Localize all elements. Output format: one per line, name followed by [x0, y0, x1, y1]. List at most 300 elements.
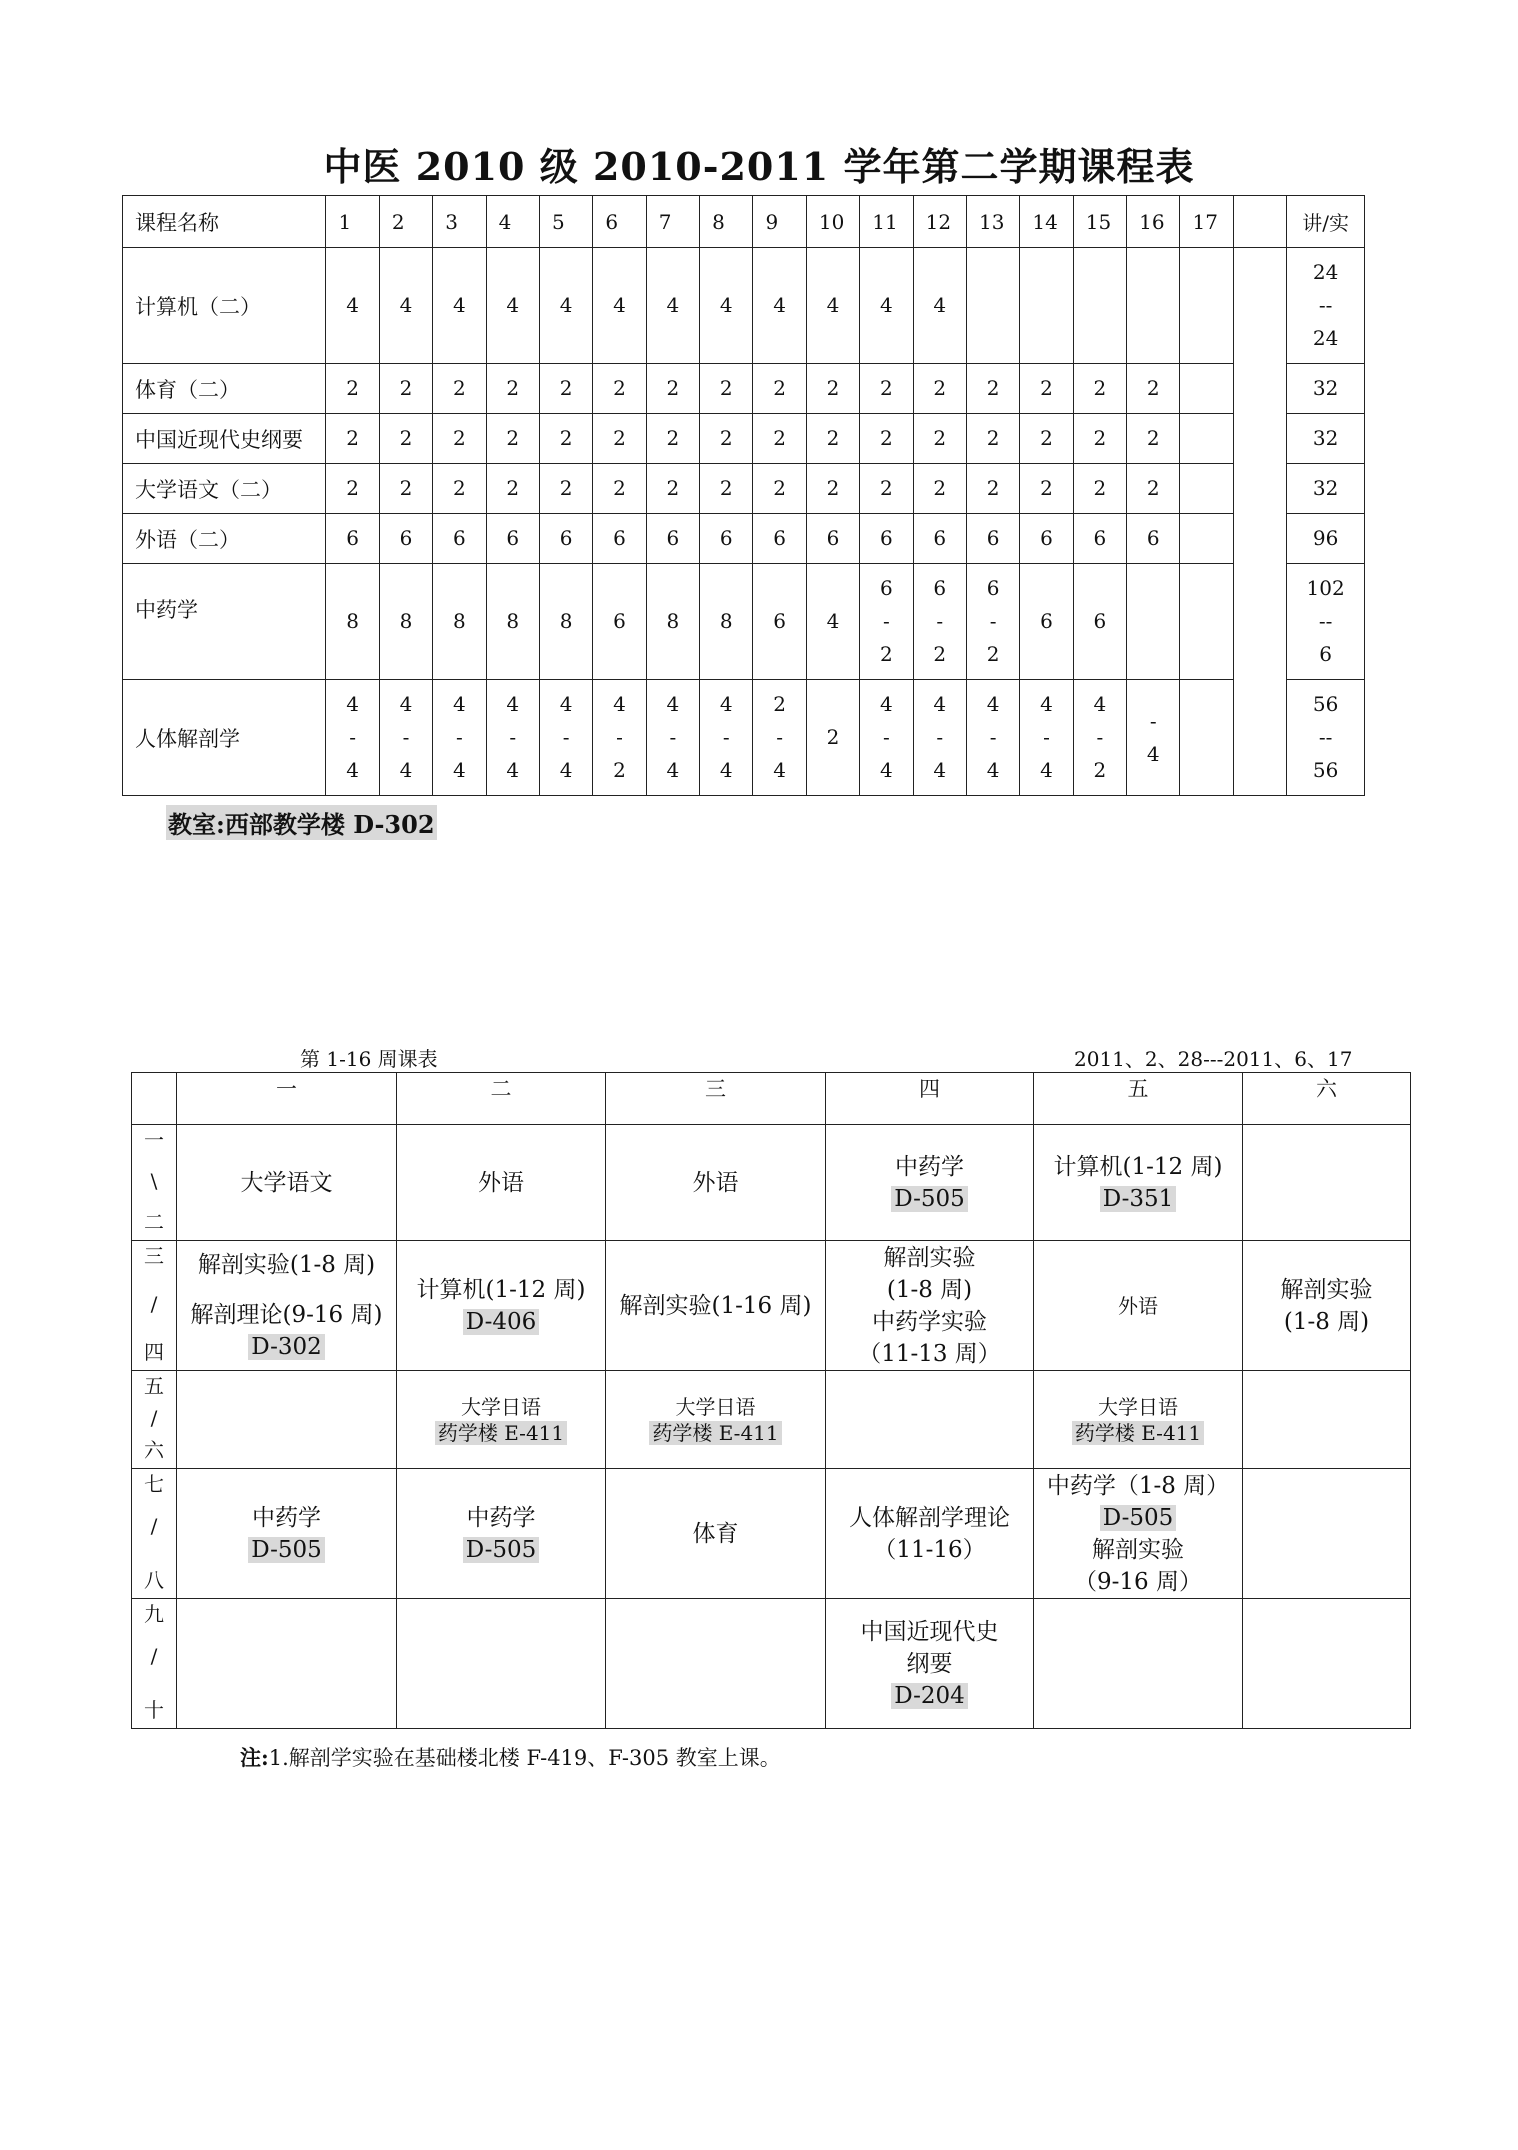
class-name: 大学日语	[1098, 1394, 1178, 1419]
week-hours-value-line: -	[669, 725, 677, 749]
class-name: 中药学（1-8 周）	[1046, 1472, 1230, 1499]
day-header-4: 四	[826, 1073, 1034, 1125]
week-hours-value	[914, 522, 966, 555]
header-week-4: 4	[486, 196, 539, 248]
week-hours	[913, 514, 966, 564]
extra-column	[1233, 248, 1286, 796]
header-week-9: 9	[753, 196, 806, 248]
class-cell	[826, 1599, 1034, 1729]
week-hours-value-line: 2	[719, 426, 733, 450]
week-hours	[966, 514, 1019, 564]
week-hours-value-line: 2	[880, 642, 893, 666]
period-label	[132, 1469, 177, 1599]
week-hours	[913, 364, 966, 414]
footnote-label: 注:	[240, 1745, 269, 1770]
course-total-value-line: --	[1318, 725, 1333, 749]
week-hours	[379, 514, 432, 564]
class-room-text: D-505	[463, 1537, 540, 1563]
week-hours-value-line: -	[883, 609, 890, 633]
header-week-5: 5	[539, 196, 592, 248]
period-label-char: 十	[144, 1698, 164, 1722]
week-hours	[1020, 414, 1073, 464]
class-name: 解剖理论(9-16 周)	[190, 1301, 383, 1328]
class-room-text: D-406	[463, 1309, 540, 1335]
week-hours-value	[860, 422, 912, 455]
course-total	[1287, 680, 1365, 796]
week-hours-value-line: 6	[346, 526, 360, 550]
header-week-10: 10	[806, 196, 859, 248]
course-total-value-line: 102	[1306, 576, 1345, 600]
class-name: 解剖实验(1-16 周)	[619, 1292, 812, 1319]
course-total-value-line: 6	[1319, 642, 1332, 666]
week-hours-value	[433, 372, 485, 405]
week-hours-value-line: 2	[1093, 476, 1107, 500]
class-cell	[1034, 1469, 1243, 1599]
week-hours-value	[1074, 522, 1126, 555]
week-hours-value-line: 2	[719, 476, 733, 500]
week-hours-value-line: 2	[1146, 426, 1160, 450]
week-hours-value	[326, 472, 378, 505]
week-hours-value-line: 4	[933, 293, 947, 317]
week-hours	[860, 464, 913, 514]
classroom-label: 教室:西部教学楼 D-302	[166, 805, 437, 840]
week-hours	[966, 248, 1019, 364]
week-hours-value-line: 2	[613, 376, 626, 400]
header-week-7: 7	[646, 196, 699, 248]
week-hours	[1020, 680, 1073, 796]
week-hours-value	[380, 372, 432, 405]
day-header-row	[132, 1073, 1411, 1125]
week-hours-value	[807, 605, 859, 638]
week-hours	[433, 248, 486, 364]
period-row	[132, 1241, 1411, 1371]
week-hours-value	[967, 522, 1019, 555]
week-hours-value-line: 2	[986, 426, 1000, 450]
course-total-value	[1287, 472, 1364, 505]
week-hours	[486, 248, 539, 364]
week-hours-value	[753, 422, 805, 455]
week-hours-value	[860, 572, 912, 671]
week-hours-value-line: 6	[880, 526, 893, 550]
week-hours	[860, 364, 913, 414]
week-hours-value	[860, 472, 912, 505]
course-row	[123, 514, 1365, 564]
week-hours	[1020, 514, 1073, 564]
week-hours	[700, 364, 753, 414]
class-room	[435, 1420, 567, 1446]
week-hours-value-line: 4	[880, 758, 893, 782]
week-hours-value-line: 2	[986, 376, 1000, 400]
week-hours-value	[807, 522, 859, 555]
class-name: 外语	[692, 1169, 739, 1196]
week-hours	[860, 248, 913, 364]
class-cell	[397, 1599, 606, 1729]
week-hours	[1020, 564, 1073, 680]
week-hours-value-line: 4	[613, 293, 626, 317]
week-hours-value	[1074, 688, 1126, 787]
week-hours-value-line: 6	[1093, 609, 1107, 633]
week-hours-value-line: 6	[1146, 526, 1160, 550]
week-hours-value	[700, 522, 752, 555]
class-room-text: D-505	[248, 1537, 325, 1563]
week-hours	[1020, 248, 1073, 364]
week-hours-value-line: 4	[1146, 741, 1160, 766]
week-hours-value	[326, 289, 378, 322]
week-hours	[966, 680, 1019, 796]
week-hours-value-line: 8	[453, 609, 466, 633]
week-hours-value	[914, 422, 966, 455]
course-row	[123, 364, 1365, 414]
week-hours-value	[1127, 422, 1179, 455]
week-hours-value-line: 6	[986, 576, 1000, 600]
week-hours	[486, 414, 539, 464]
week-hours-value	[647, 605, 699, 638]
class-cell-content	[397, 1502, 605, 1566]
week-hours	[433, 514, 486, 564]
week-hours	[806, 248, 859, 364]
week-hours-value-line: 2	[933, 642, 947, 666]
week-hours	[966, 364, 1019, 414]
week-hours-value-line: 6	[1040, 609, 1053, 633]
period-label-char: /	[150, 1406, 158, 1430]
class-cell-content	[826, 1616, 1033, 1712]
week-hours-value-line: 2	[773, 476, 787, 500]
week-hours-value-line: 2	[559, 476, 573, 500]
week-hours-value	[1127, 705, 1179, 771]
week-hours-value	[487, 472, 539, 505]
week-hours-value-line: -	[1096, 725, 1104, 749]
week-hours-value-line: 4	[773, 758, 787, 782]
week-hours	[539, 564, 592, 680]
course-total	[1287, 514, 1365, 564]
class-cell	[1034, 1599, 1243, 1729]
period-label-stack	[132, 1125, 176, 1237]
week-hours-value-line: 6	[986, 526, 1000, 550]
week-hours-value	[593, 422, 645, 455]
week-hours-value-line: 6	[399, 526, 413, 550]
week-hours-value	[753, 522, 805, 555]
week-hours-value-line: 4	[1040, 758, 1053, 782]
week-hours-value	[380, 522, 432, 555]
course-total	[1287, 414, 1365, 464]
week-hours-value	[647, 372, 699, 405]
week-hours-value-line: 6	[1040, 526, 1053, 550]
class-name: 中药学实验	[872, 1308, 987, 1335]
class-cell	[1034, 1371, 1243, 1469]
week-hours-value	[380, 422, 432, 455]
week-hours	[486, 680, 539, 796]
week-hours	[539, 248, 592, 364]
class-name: (1-8 周)	[886, 1276, 973, 1303]
header-week-3: 3	[433, 196, 486, 248]
course-total-value-line: 32	[1312, 376, 1339, 400]
week-hours	[433, 364, 486, 414]
class-cell-content	[606, 1394, 825, 1446]
class-cell	[177, 1599, 397, 1729]
week-hours-value-line: 6	[613, 609, 626, 633]
week-hours-value-line: 4	[399, 692, 413, 716]
class-cell-content	[177, 1167, 396, 1199]
week-hours-value-line: -	[989, 725, 997, 749]
week-hours	[1180, 564, 1233, 680]
week-hours-value-line: 8	[719, 609, 733, 633]
course-hours-table	[122, 195, 1365, 796]
week-hours-value-line: 2	[880, 476, 893, 500]
footnote	[240, 1742, 781, 1772]
week-hours-value-line: 4	[773, 293, 787, 317]
class-cell	[177, 1125, 397, 1241]
week-hours-value	[433, 522, 485, 555]
class-room	[248, 1534, 325, 1566]
week-hours-value-line: 4	[933, 758, 947, 782]
week-hours	[646, 464, 699, 514]
class-name: 外语	[1118, 1293, 1158, 1318]
course-total	[1287, 248, 1365, 364]
week-hours	[326, 364, 379, 414]
course-total-value-line: 32	[1312, 476, 1339, 500]
week-hours	[539, 364, 592, 414]
week-hours-value	[593, 372, 645, 405]
class-name: 人体解剖学理论	[849, 1504, 1010, 1531]
week-hours-value	[326, 688, 378, 787]
week-hours	[539, 464, 592, 514]
period-label-char: 五	[144, 1374, 164, 1398]
week-hours-value	[326, 522, 378, 555]
week-hours	[433, 680, 486, 796]
week-hours	[1180, 464, 1233, 514]
period-label-char: 一	[144, 1128, 164, 1152]
week-hours-value	[540, 605, 592, 638]
course-total-value-line: 32	[1312, 426, 1339, 450]
week-hours	[700, 514, 753, 564]
week-hours	[1073, 464, 1126, 514]
week-hours-value	[860, 289, 912, 322]
header-week-6: 6	[593, 196, 646, 248]
class-cell	[1243, 1371, 1411, 1469]
week-hours	[1127, 514, 1180, 564]
period-row	[132, 1125, 1411, 1241]
week-hours-value	[807, 372, 859, 405]
week-hours-value	[593, 688, 645, 787]
class-cell	[177, 1469, 397, 1599]
course-total-value	[1287, 688, 1364, 787]
course-total-value-line: 56	[1312, 758, 1339, 782]
week-hours-value	[647, 422, 699, 455]
week-hours-value	[1074, 422, 1126, 455]
week-hours-value-line: 2	[933, 476, 947, 500]
week-hours-value	[700, 688, 752, 787]
week-hours	[646, 564, 699, 680]
class-cell-content	[606, 1290, 825, 1322]
week-hours	[593, 564, 646, 680]
week-hours-value	[593, 289, 645, 322]
week-hours-value	[1020, 472, 1072, 505]
week-hours-value-line: -	[1043, 725, 1050, 749]
week-hours-value	[753, 472, 805, 505]
week-hours-value-line: 2	[773, 376, 787, 400]
week-hours	[1127, 414, 1180, 464]
week-hours	[1127, 680, 1180, 796]
class-cell	[826, 1371, 1034, 1469]
week-hours-value-line: 4	[346, 692, 360, 716]
week-hours	[1020, 364, 1073, 414]
week-hours-value	[647, 289, 699, 322]
week-hours-value	[753, 688, 805, 787]
weekly-caption: 第 1-16 周课表	[300, 1047, 438, 1071]
week-hours-value-line: 8	[666, 609, 680, 633]
class-room	[649, 1420, 781, 1446]
class-cell-content	[1034, 1470, 1242, 1598]
class-name: 计算机(1-12 周)	[1053, 1153, 1223, 1180]
week-hours-value	[647, 522, 699, 555]
class-room	[463, 1306, 540, 1338]
week-hours-value-line: 6	[880, 576, 893, 600]
week-hours-value-line: 2	[1093, 758, 1107, 782]
week-hours-value-line: 4	[826, 293, 840, 317]
week-hours	[966, 464, 1019, 514]
week-hours-value-line: 2	[559, 426, 573, 450]
class-cell-content	[1034, 1151, 1242, 1215]
week-hours	[593, 414, 646, 464]
week-hours	[913, 248, 966, 364]
week-hours-value-line: 2	[1040, 426, 1053, 450]
week-hours-value-line: 4	[453, 758, 466, 782]
week-hours	[1073, 364, 1126, 414]
week-hours	[539, 514, 592, 564]
week-hours-value	[700, 372, 752, 405]
week-hours-value-line: 6	[773, 526, 787, 550]
class-cell-content	[1034, 1293, 1242, 1319]
period-label-char: /	[150, 1514, 158, 1538]
week-hours-value-line: -	[776, 725, 784, 749]
week-hours-value-line: 4	[346, 293, 360, 317]
week-hours-value	[914, 289, 966, 322]
week-hours	[1127, 564, 1180, 680]
class-cell	[1243, 1241, 1411, 1371]
week-hours	[646, 514, 699, 564]
week-hours-value-line: 4	[666, 692, 680, 716]
week-hours	[700, 248, 753, 364]
week-hours-value	[433, 289, 485, 322]
header-row	[123, 196, 1365, 248]
week-hours-value	[860, 372, 912, 405]
class-name: 体育	[692, 1520, 739, 1547]
class-name: (1-8 周)	[1283, 1308, 1370, 1335]
week-hours-value-line: 4	[719, 758, 733, 782]
header-blank	[1233, 196, 1286, 248]
week-hours-value-line: 4	[826, 609, 840, 633]
course-name: 计算机（二）	[123, 248, 326, 364]
week-hours-value-line: 6	[506, 526, 520, 550]
week-hours	[593, 514, 646, 564]
week-hours-value-line: 4	[933, 692, 947, 716]
week-hours-value-line: 6	[773, 609, 787, 633]
header-week-12: 12	[913, 196, 966, 248]
period-label	[132, 1241, 177, 1371]
week-hours-value-line: -	[936, 609, 944, 633]
week-hours-value-line: -	[509, 725, 517, 749]
date-range: 2011、2、28---2011、6、17	[1074, 1047, 1353, 1071]
week-hours-value	[540, 688, 592, 787]
week-hours-value-line: -	[562, 725, 570, 749]
class-cell	[397, 1241, 606, 1371]
week-hours-value-line: -	[456, 725, 463, 749]
week-hours-value-line: 4	[666, 293, 680, 317]
header-course-name: 课程名称	[123, 196, 326, 248]
week-hours-value	[540, 372, 592, 405]
class-name: 外语	[478, 1169, 524, 1196]
class-name: 解剖实验	[883, 1244, 976, 1271]
week-hours	[700, 564, 753, 680]
week-hours-value	[433, 422, 485, 455]
week-hours-value-line: -	[936, 725, 944, 749]
course-total-value-line: --	[1318, 609, 1333, 633]
week-hours	[1020, 464, 1073, 514]
week-hours	[913, 680, 966, 796]
week-hours-value-line: 4	[559, 692, 573, 716]
course-total	[1287, 364, 1365, 414]
week-hours	[326, 248, 379, 364]
week-hours	[379, 364, 432, 414]
week-hours-value-line: 2	[1040, 476, 1053, 500]
header-week-11: 11	[860, 196, 913, 248]
week-hours-value-line: 6	[559, 526, 573, 550]
week-hours	[326, 514, 379, 564]
week-hours-value-line: 6	[1093, 526, 1107, 550]
week-hours-value-line: 6	[933, 526, 947, 550]
week-hours	[379, 414, 432, 464]
week-hours-value	[540, 472, 592, 505]
class-name: 解剖实验	[1280, 1276, 1373, 1303]
class-name: 中药学	[895, 1153, 964, 1180]
header-week-14: 14	[1020, 196, 1073, 248]
course-total	[1287, 564, 1365, 680]
class-cell	[1243, 1599, 1411, 1729]
class-room-text: D-351	[1100, 1186, 1177, 1212]
week-hours	[1180, 514, 1233, 564]
week-hours-value-line: 4	[666, 758, 680, 782]
week-hours	[593, 364, 646, 414]
week-hours-value-line: 2	[880, 426, 893, 450]
class-name: 大学语文	[240, 1169, 333, 1196]
week-hours-value	[593, 605, 645, 638]
week-hours	[806, 414, 859, 464]
week-hours	[753, 514, 806, 564]
period-label-stack	[132, 1599, 176, 1725]
week-hours	[1127, 464, 1180, 514]
week-hours-value-line: 4	[506, 293, 520, 317]
period-row	[132, 1371, 1411, 1469]
week-hours	[326, 464, 379, 514]
week-hours-value-line: 2	[346, 476, 360, 500]
weekly-schedule-table	[131, 1072, 1411, 1729]
week-hours	[646, 680, 699, 796]
week-hours-value-line: 4	[506, 692, 520, 716]
course-name: 中药学	[123, 564, 326, 680]
week-hours-value-line: 2	[880, 376, 893, 400]
week-hours-value-line: 2	[399, 376, 413, 400]
week-hours-value	[860, 688, 912, 787]
course-row	[123, 248, 1365, 364]
week-hours-value	[433, 688, 485, 787]
class-cell-content	[397, 1167, 605, 1199]
week-hours	[433, 414, 486, 464]
class-cell	[606, 1599, 826, 1729]
week-hours-value-line: 2	[666, 376, 680, 400]
class-cell-content	[826, 1242, 1033, 1370]
week-hours-value-line: 4	[453, 293, 466, 317]
course-name: 人体解剖学	[123, 680, 326, 796]
